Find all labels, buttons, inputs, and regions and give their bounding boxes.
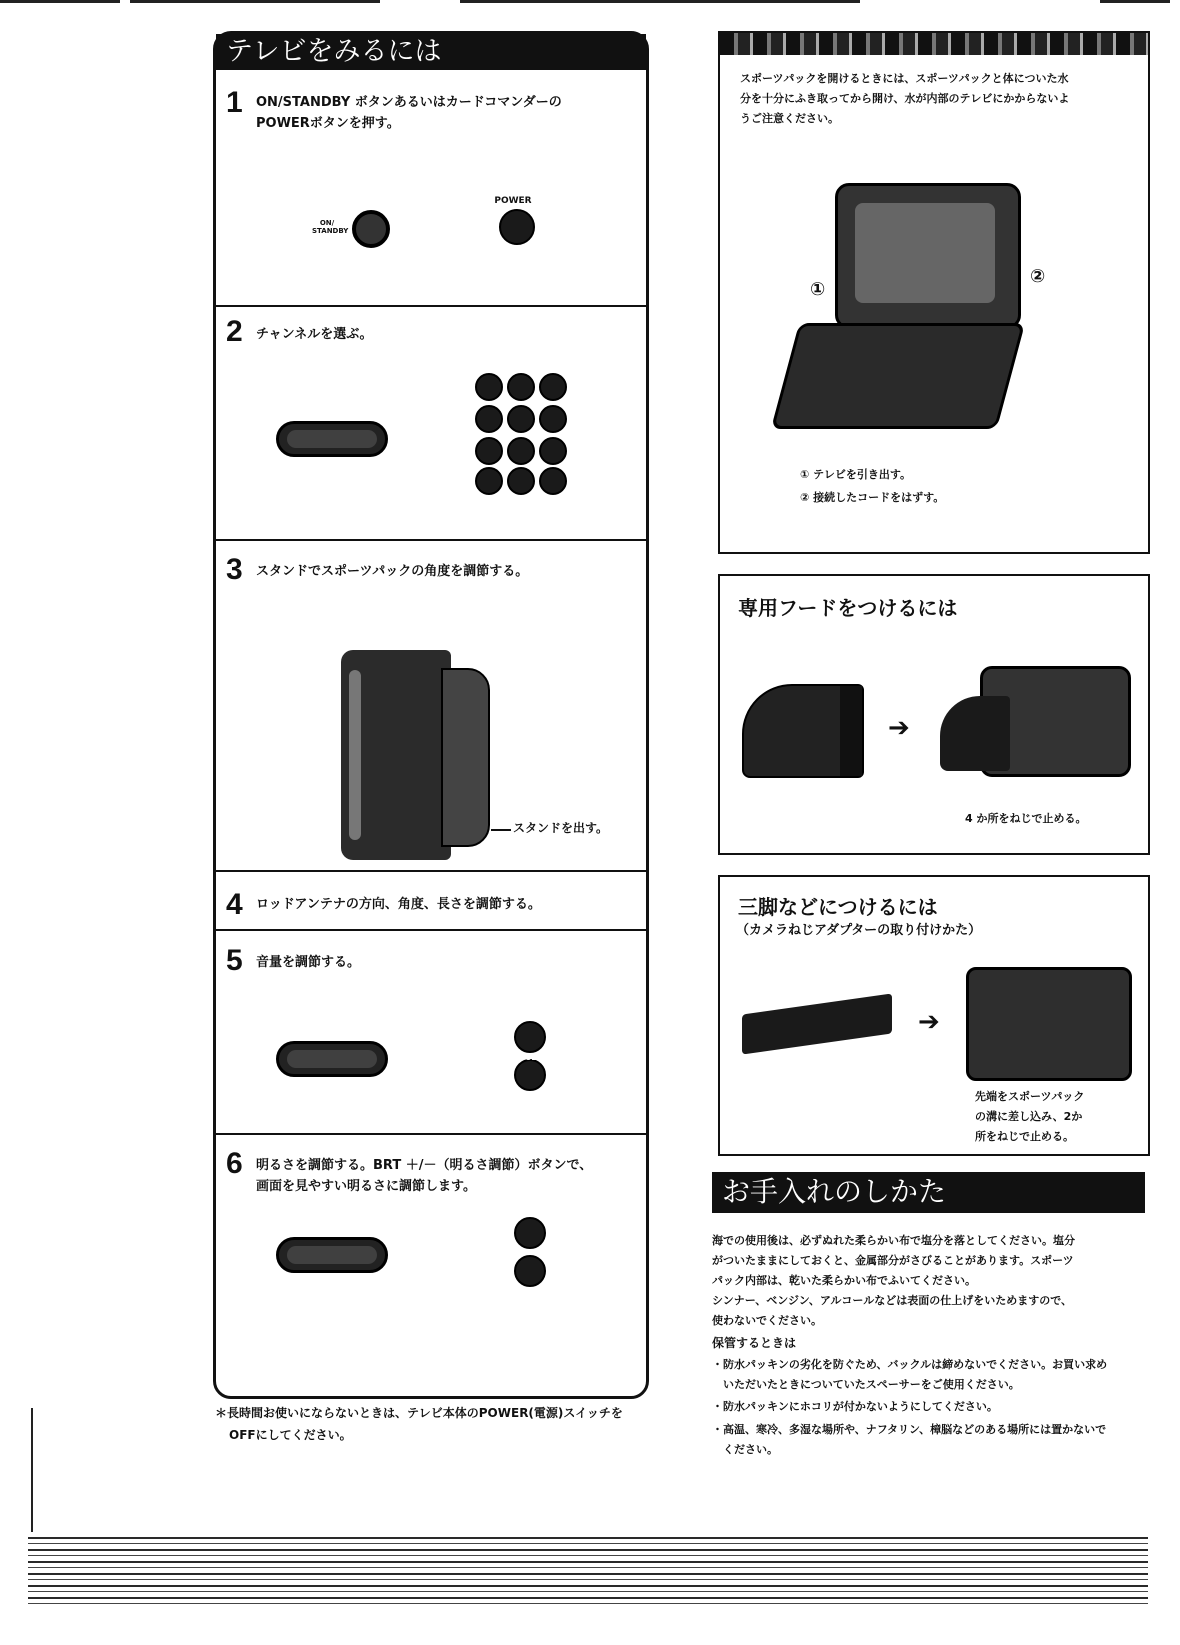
stand-callout: スタンドを出す。 <box>513 821 609 835</box>
footnote-line: ＊長時間お使いにならないときは、テレビ本体のPOWER(電源)スイッチを <box>215 1406 623 1420</box>
open-sports-pack-illustration <box>780 173 1030 433</box>
keypad-key <box>475 405 503 433</box>
pack-handle <box>349 670 361 840</box>
storage-bullet <box>712 1355 1147 1395</box>
power-label: POWER <box>494 196 532 206</box>
step-text <box>256 324 372 345</box>
keypad-key <box>539 437 567 465</box>
keypad-key <box>507 437 535 465</box>
keypad-key <box>475 437 503 465</box>
step-divider <box>216 1133 646 1135</box>
tripod-subtitle: （カメラねじアダプターの取り付けかた） <box>736 923 982 938</box>
text-line: 海での使用後は、必ずぬれた柔らかい布で塩分を落としてください。塩分 <box>712 1234 1075 1247</box>
attached-hood <box>940 696 1010 771</box>
pack-with-adapter-illustration <box>966 967 1132 1081</box>
keypad-key <box>475 373 503 401</box>
pack-with-hood-illustration <box>940 666 1125 776</box>
tripod-caption <box>975 1087 1084 1147</box>
keypad-key <box>507 405 535 433</box>
step-text <box>256 952 360 973</box>
volume-rocker-illustration <box>276 1041 388 1077</box>
step-line: POWERボタンを押す。 <box>256 116 400 131</box>
page-edge-mark <box>1100 0 1170 3</box>
storage-bullet <box>712 1397 1147 1417</box>
step-line: ロッドアンテナの方向、角度、長さを調節する。 <box>256 897 541 912</box>
arrow-icon: ➔ <box>918 1007 940 1037</box>
pack-base <box>771 323 1025 429</box>
brightness-down-button <box>514 1255 546 1287</box>
margin-rule <box>31 1408 33 1538</box>
caption-disconnect: ② 接続したコードをはずす。 <box>800 491 945 504</box>
text-line: がついたままにしておくと、金属部分がさびることがあります。スポーツ <box>712 1254 1074 1267</box>
step-line: ON/STANDBY ボタンあるいはカードコマンダーの <box>256 95 562 110</box>
vol-label: VOL <box>520 1054 536 1062</box>
bullet-line: ください。 <box>712 1443 778 1456</box>
how-to-watch-card <box>213 31 649 1399</box>
keypad-key <box>475 467 503 495</box>
on-standby-button <box>352 210 390 248</box>
tripod-title: 三脚などにつけるには <box>738 895 938 919</box>
care-paragraph <box>712 1231 1152 1331</box>
power-button <box>499 209 535 245</box>
step-line: チャンネルを選ぶ。 <box>256 327 373 342</box>
step-line: 画面を見やすい明るさに調節します。 <box>256 1179 476 1194</box>
step-text <box>256 561 528 582</box>
brt-label: BRT <box>520 1248 536 1256</box>
hood-caption: 4 か所をねじで止める。 <box>965 812 1087 825</box>
caption-line: 先端をスポーツパック <box>975 1090 1085 1103</box>
caption-pull-out: ① テレビを引き出す。 <box>800 468 912 481</box>
marker-1: ① <box>810 279 826 300</box>
page-edge-mark <box>0 0 120 3</box>
volume-up-button <box>514 1021 546 1053</box>
step-divider <box>216 929 646 931</box>
bullet-line: いただいたときについていたスペーサーをご使用ください。 <box>712 1378 1020 1391</box>
step-line: スタンドでスポーツパックの角度を調節する。 <box>256 564 529 579</box>
adapter-illustration <box>742 993 892 1054</box>
hood-title: 専用フードをつけるには <box>738 596 958 620</box>
step-number: 2 <box>226 315 243 348</box>
care-title: お手入れのしかた <box>722 1175 947 1208</box>
channel-rocker-illustration <box>276 421 388 457</box>
step-text <box>256 92 562 134</box>
step-line: 明るさを調節する。BRT ＋/－（明るさ調節）ボタンで、 <box>256 1158 593 1173</box>
storage-heading: 保管するときは <box>712 1336 797 1350</box>
step-number: 3 <box>226 553 243 586</box>
sports-pack-open-box <box>718 31 1150 554</box>
step-number: 1 <box>226 86 243 119</box>
volume-down-button <box>514 1059 546 1091</box>
step-line: 音量を調節する。 <box>256 955 361 970</box>
page-edge-mark <box>130 0 380 3</box>
text-line: スポーツパックを開けるときには、スポーツパックと体についた水 <box>740 72 1069 85</box>
stand-leader-line <box>491 829 511 831</box>
text-line: うご注意ください。 <box>740 112 839 125</box>
step-text <box>256 894 541 915</box>
tripod-attach-box <box>718 875 1150 1156</box>
caption-line: の溝に差し込み、2か <box>975 1110 1083 1123</box>
pack-lid-window <box>855 203 995 303</box>
keypad-key <box>507 467 535 495</box>
keypad-key <box>539 467 567 495</box>
card-title: テレビをみるには <box>226 36 442 67</box>
keypad-key <box>539 373 567 401</box>
keypad-key <box>539 405 567 433</box>
storage-bullet <box>712 1420 1147 1456</box>
page-edge-mark <box>460 0 860 3</box>
step-number: 6 <box>226 1147 243 1180</box>
card-title-bar <box>216 34 646 70</box>
footnote-line: OFFにしてください。 <box>229 1428 352 1442</box>
bullet-line: ・高温、寒冷、多湿な場所や、ナフタリン、樟脳などのある場所には置かないで <box>712 1423 1107 1436</box>
bullet-line: ・防水パッキンにホコリが付かないようにしてください。 <box>712 1400 998 1413</box>
scan-noise-stripe <box>28 1532 1148 1608</box>
brightness-up-button <box>514 1217 546 1249</box>
arrow-icon: ➔ <box>888 713 910 743</box>
hood-attach-box <box>718 574 1150 855</box>
step-divider <box>216 539 646 541</box>
bullet-line: ・防水パッキンの劣化を防ぐため、バックルは締めないでください。お買い求め <box>712 1358 1108 1371</box>
sports-pack-text <box>740 69 1140 129</box>
hood-rim <box>840 686 862 776</box>
keypad-key <box>507 373 535 401</box>
text-line: シンナー、ベンジン、アルコールなどは表面の仕上げをいためますので、 <box>712 1294 1072 1307</box>
text-line: パック内部は、乾いた柔らかい布でふいてください。 <box>712 1274 976 1287</box>
pack-front <box>441 668 490 847</box>
footnote <box>215 1402 623 1446</box>
step-number: 5 <box>226 944 243 977</box>
step-number: 4 <box>226 888 243 921</box>
on-standby-label: ON/ STANDBY <box>312 219 349 235</box>
text-line: 使わないでください。 <box>712 1314 822 1327</box>
marker-2: ② <box>1030 266 1046 287</box>
channel-keypad-illustration <box>475 373 567 491</box>
care-title-bar <box>712 1172 1145 1213</box>
caption-line: 所をねじで止める。 <box>975 1130 1074 1143</box>
step-divider <box>216 305 646 307</box>
sports-pack-side-illustration <box>341 650 491 860</box>
box-header-band <box>720 33 1148 55</box>
step-text <box>256 1155 592 1197</box>
step-divider <box>216 870 646 872</box>
brightness-rocker-illustration <box>276 1237 388 1273</box>
text-line: 分を十分にふき取ってから開け、水が内部のテレビにかからないよ <box>740 92 1070 105</box>
